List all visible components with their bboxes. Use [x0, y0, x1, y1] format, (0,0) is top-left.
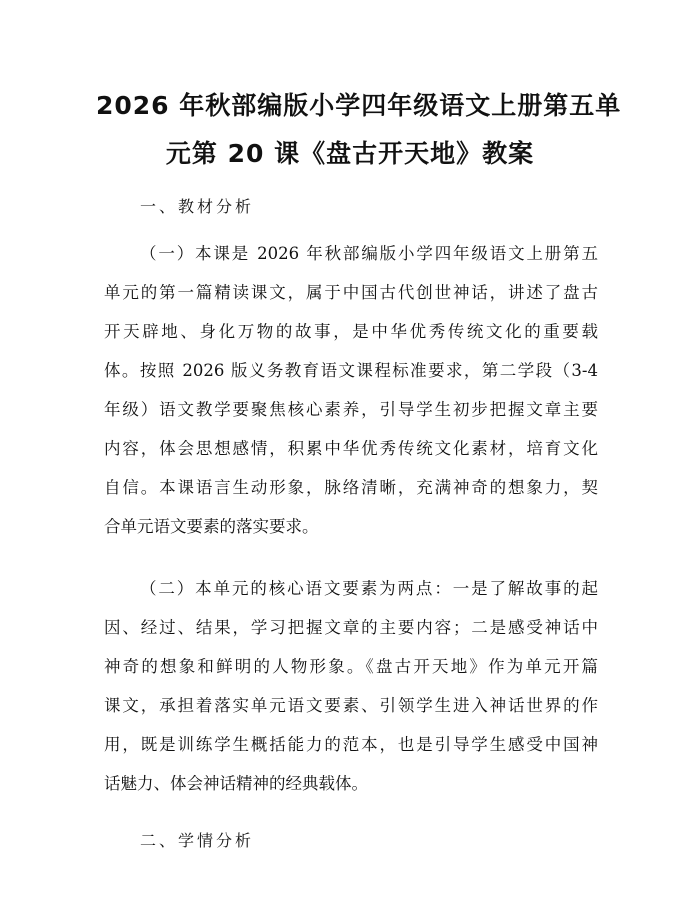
paragraph-1-line: 自信。本课语言生动形象，脉络清晰，充满神奇的想象力，契: [104, 478, 598, 497]
document-title-line-1: 2026 年秋部编版小学四年级语文上册第五单: [96, 91, 622, 120]
paragraph-2-line: 神奇的想象和鲜明的人物形象。《盘古开天地》作为单元开篇: [104, 657, 598, 676]
document-title-line-2: 元第 20 课《盘古开天地》教案: [165, 139, 535, 168]
paragraph-1-line: 体。按照 2026 版义务教育语文课程标准要求，第二学段（3-4: [104, 361, 598, 380]
section-heading-textbook-analysis: 一、教材分析: [140, 197, 255, 216]
paragraph-1-line: 合单元语文要素的落实要求。: [104, 517, 319, 536]
paragraph-2-line: 话魅力、体会神话精神的经典载体。: [104, 774, 368, 793]
paragraph-1-line: （一）本课是 2026 年秋部编版小学四年级语文上册第五: [140, 244, 598, 263]
paragraph-1-line: 内容，体会思想感情，积累中华优秀传统文化素材，培育文化: [104, 439, 598, 458]
paragraph-2-line: 因、经过、结果，学习把握文章的主要内容；二是感受神话中: [104, 618, 598, 637]
paragraph-2-line: （二）本单元的核心语文要素为两点：一是了解故事的起: [140, 579, 598, 598]
paragraph-1-line: 年级）语文教学要聚焦核心素养，引导学生初步把握文章主要: [104, 400, 598, 419]
section-heading-learner-analysis: 二、学情分析: [140, 831, 255, 850]
paragraph-2-line: 用，既是训练学生概括能力的范本，也是引导学生感受中国神: [104, 735, 598, 754]
paragraph-2-line: 课文，承担着落实单元语文要素、引领学生进入神话世界的作: [104, 696, 598, 715]
paragraph-1-line: 开天辟地、身化万物的故事，是中华优秀传统文化的重要载: [104, 322, 598, 341]
paragraph-1-line: 单元的第一篇精读课文，属于中国古代创世神话，讲述了盘古: [104, 283, 598, 302]
